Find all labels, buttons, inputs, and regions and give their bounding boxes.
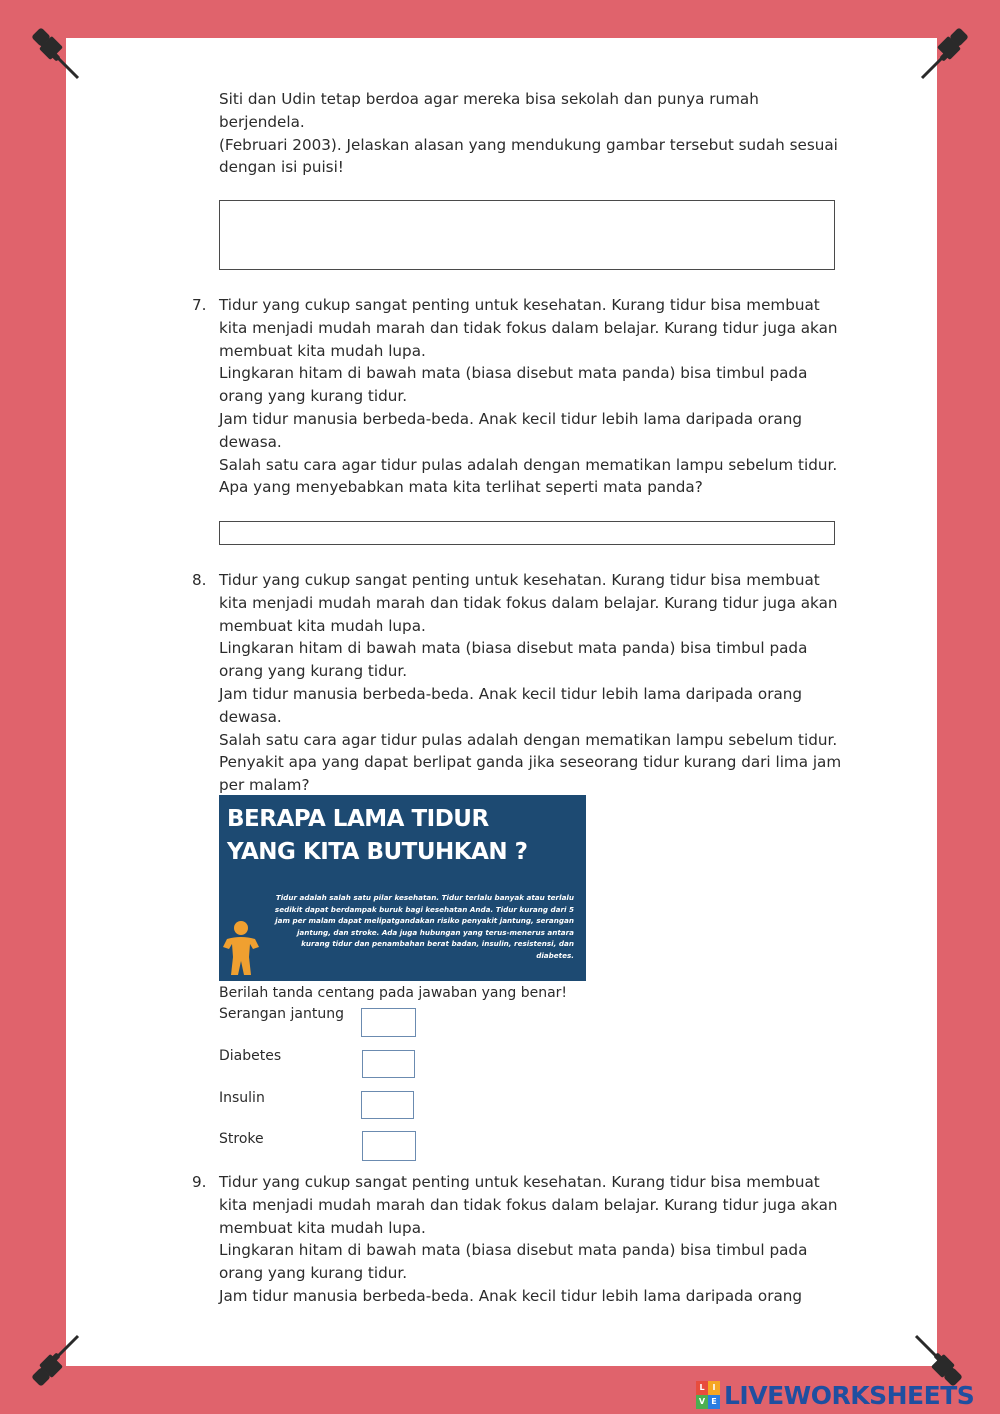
checkbox-insulin[interactable] <box>361 1091 414 1119</box>
passage-end: Siti dan Udin tetap berdoa agar mereka bisa sekolah dan punya rumah berjendela. (Februari 2003). Jelaskan alasan yang mendukung gambar tersebut sudah sesuai dengan isi puisi! <box>219 90 838 177</box>
liveworksheets-logo <box>696 1380 974 1410</box>
logo-letter: I <box>708 1381 720 1395</box>
option-label: Insulin <box>219 1090 265 1106</box>
pushpin-icon <box>920 28 972 80</box>
logo-letter: E <box>708 1395 720 1409</box>
info-poster <box>219 795 586 981</box>
logo-letter: L <box>696 1381 708 1395</box>
checkbox-stroke[interactable] <box>362 1131 416 1161</box>
poster-title: BERAPA LAMA TIDUR YANG KITA BUTUHKAN ? <box>227 806 528 865</box>
question-number: 7. <box>192 296 207 314</box>
question-text: Tidur yang cukup sangat penting untuk kesehatan. Kurang tidur bisa membuat kita menjadi mudah marah dan tidak fokus dalam belajar. Kurang tidur juga akan membuat kita mudah lupa. Lingkaran hitam di bawah mata (biasa disebut mata panda) bisa timbul pada orang yang kurang tidur. Jam tidur manusia berbeda-beda. Anak kecil tidur lebih lama daripada orang dewasa. Salah satu cara agar tidur pulas adalah dengan mematikan lampu sebelum tidur. Apa yang menyebabkan mata kita terlihat seperti mata panda? <box>219 296 838 497</box>
question-text: Tidur yang cukup sangat penting untuk kesehatan. Kurang tidur bisa membuat kita menjadi mudah marah dan tidak fokus dalam belajar. Kurang tidur juga akan membuat kita mudah lupa. Lingkaran hitam di bawah mata (biasa disebut mata panda) bisa timbul pada orang yang kurang tidur. Jam tidur manusia berbeda-beda. Anak kecil tidur lebih lama daripada orang dewasa. Salah satu cara agar tidur pulas adalah dengan mematikan lampu sebelum tidur. Penyakit apa yang dapat berlipat ganda jika seseorang tidur kurang dari lima jam per malam? <box>219 571 842 795</box>
option-label: Serangan jantung <box>219 1006 344 1022</box>
option-label: Diabetes <box>219 1048 282 1064</box>
answer-input-q7[interactable] <box>219 521 835 545</box>
option-label: Stroke <box>219 1131 264 1147</box>
answer-box-q6[interactable] <box>219 200 835 270</box>
question-number: 9. <box>192 1173 207 1191</box>
poster-body: Tidur adalah salah satu pilar kesehatan. Tidur terlalu banyak atau terlalu sedikit dapat berdampak buruk bagi kesehatan Anda. Tidur kurang dari 5 jam per malam dapat melipatgandakan risiko penyakit jantung, serangan jantung, dan stroke. Ada juga hubungan yang terus-menerus antara kurang tidur dan penambahan berat badan, insulin, resistensi, dan diabetes. <box>274 893 574 960</box>
person-icon <box>221 919 263 977</box>
logo-text: LIVEWORKSHEETS <box>724 1380 975 1410</box>
logo-badge-icon <box>696 1381 720 1409</box>
pushpin-icon <box>914 1334 966 1386</box>
question-number: 8. <box>192 571 207 589</box>
logo-letter: V <box>696 1395 708 1409</box>
instruction: Berilah tanda centang pada jawaban yang benar! <box>219 985 568 1001</box>
pushpin-icon <box>28 28 80 80</box>
pushpin-icon <box>28 1334 80 1386</box>
checkbox-diabetes[interactable] <box>362 1050 415 1078</box>
checkbox-serangan-jantung[interactable] <box>361 1008 416 1037</box>
question-text: Tidur yang cukup sangat penting untuk kesehatan. Kurang tidur bisa membuat kita menjadi mudah marah dan tidak fokus dalam belajar. Kurang tidur juga akan membuat kita mudah lupa. Lingkaran hitam di bawah mata (biasa disebut mata panda) bisa timbul pada orang yang kurang tidur. Jam tidur manusia berbeda-beda. Anak kecil tidur lebih lama daripada orang <box>219 1173 838 1305</box>
